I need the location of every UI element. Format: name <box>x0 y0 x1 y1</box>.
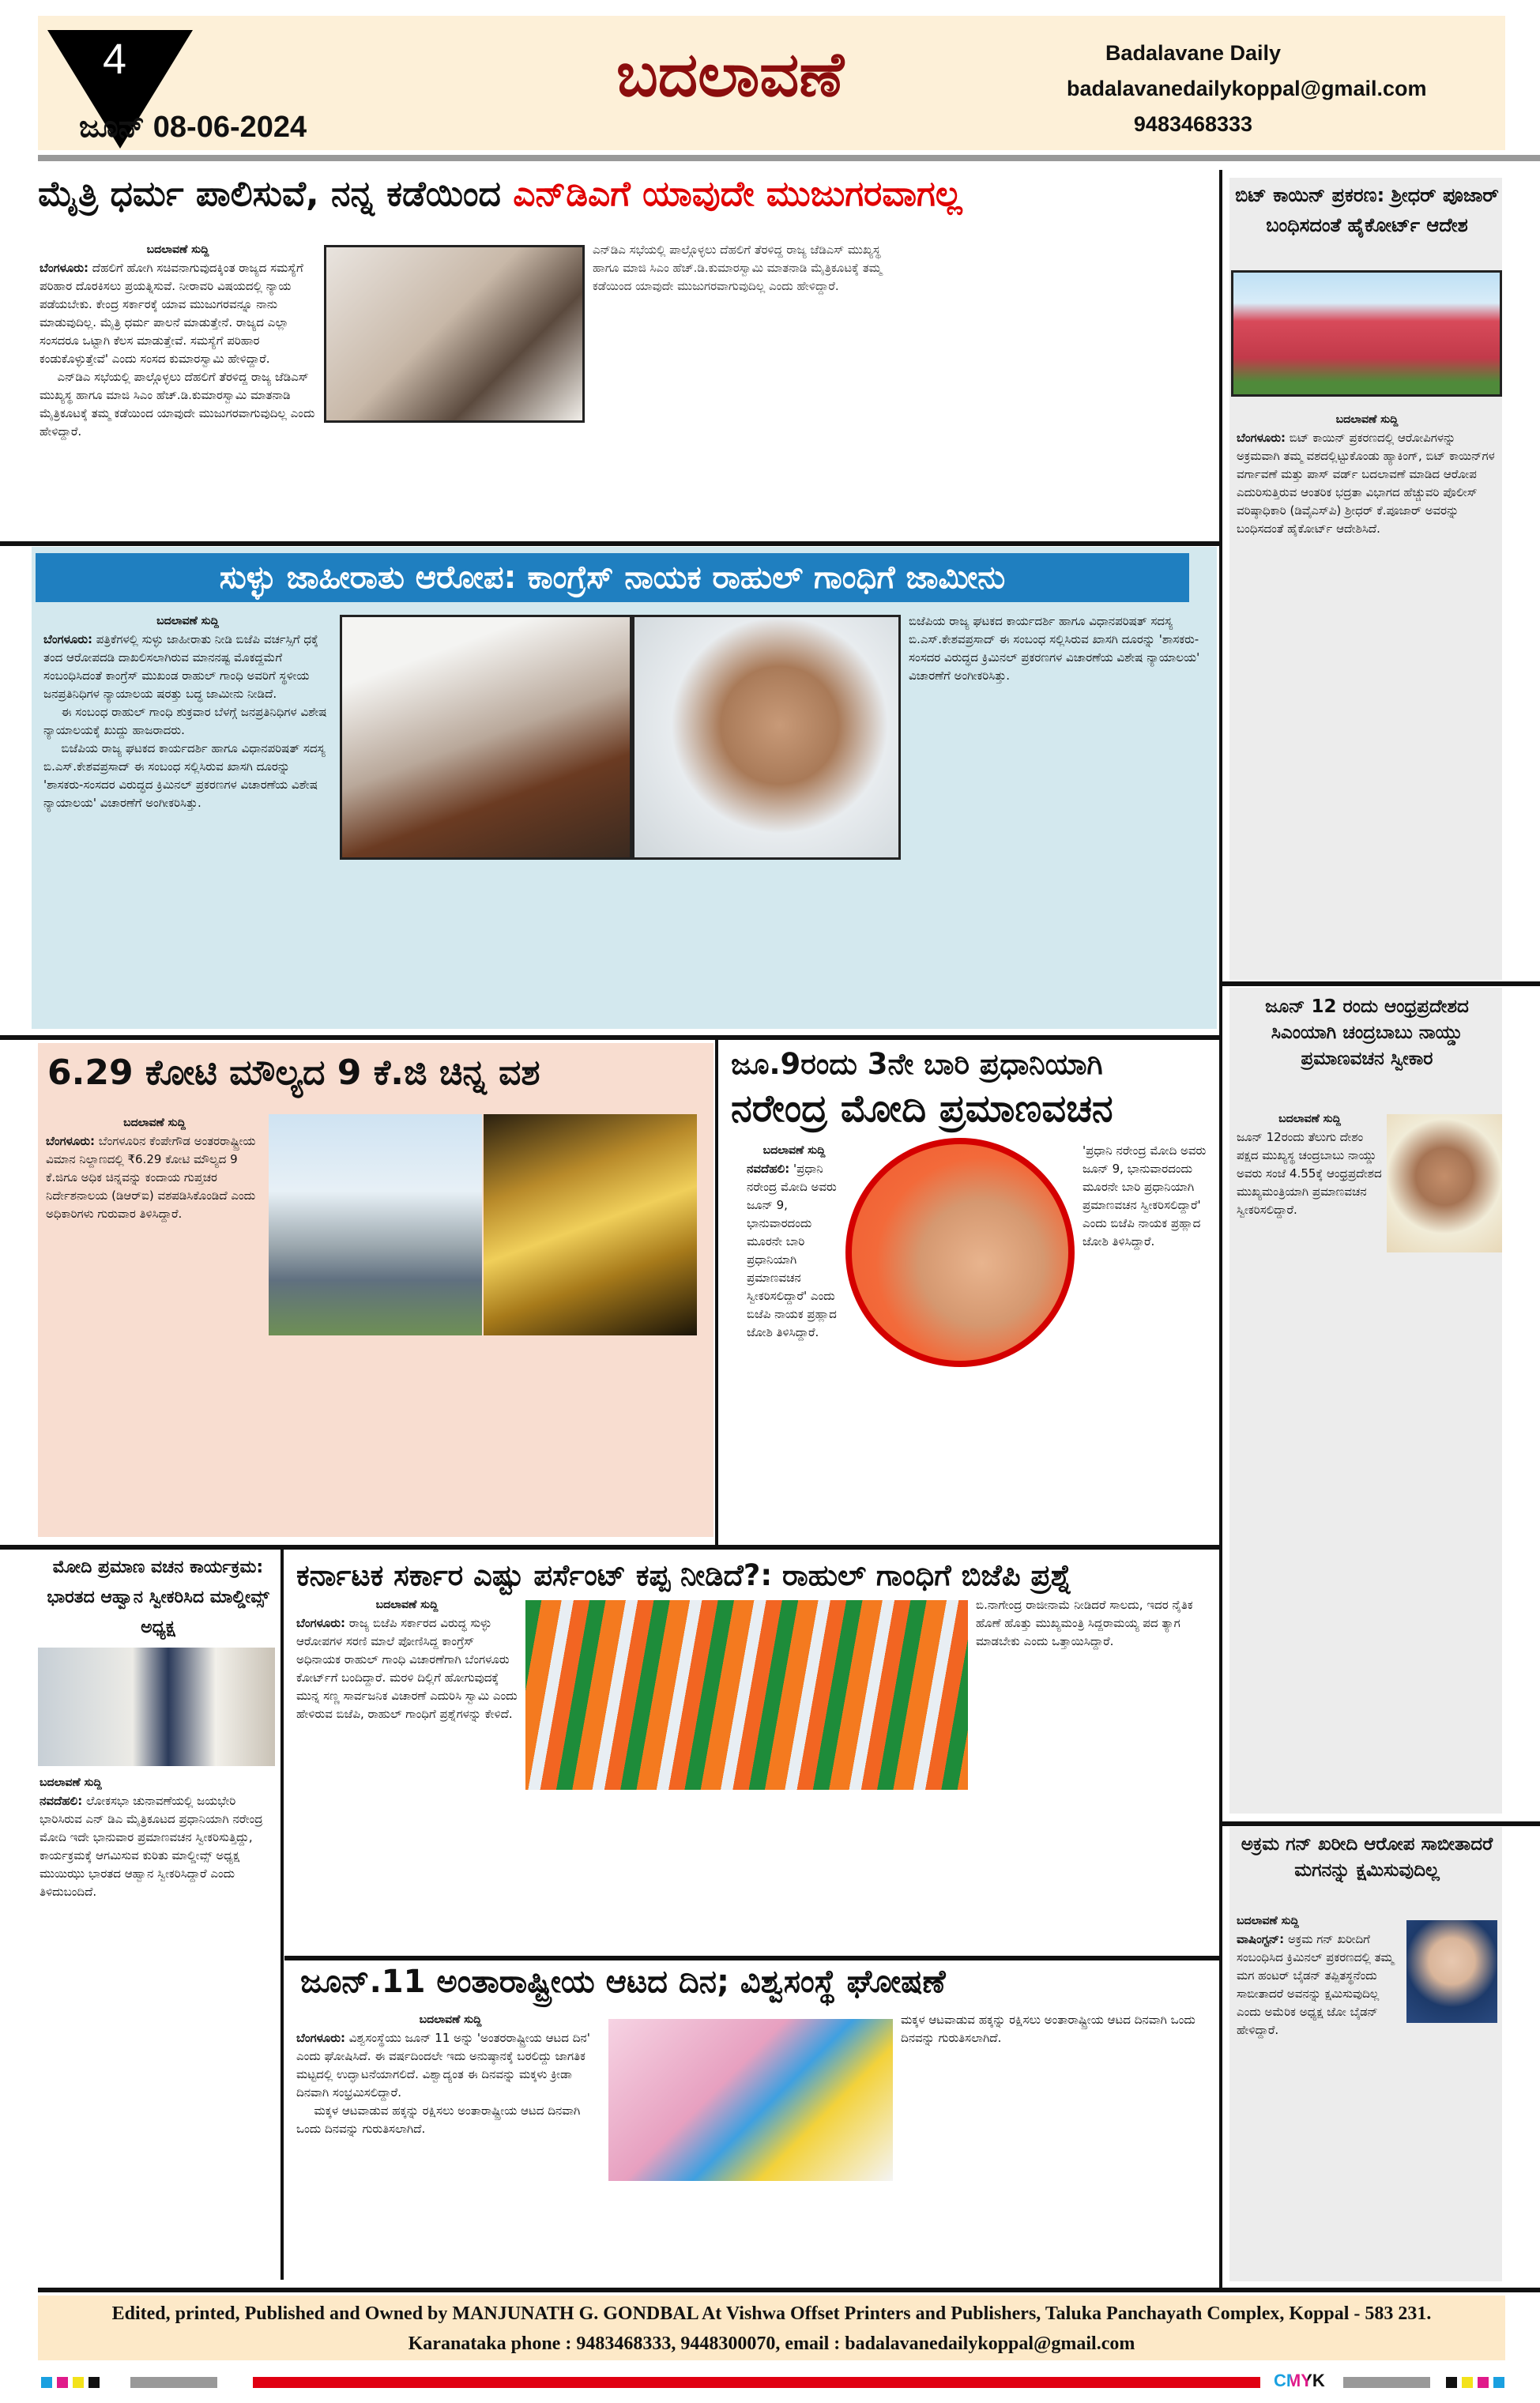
side-story-biden <box>1229 1827 1502 2281</box>
divider <box>1221 1821 1540 1826</box>
divider <box>284 1956 1221 1960</box>
chandrababu-naidu-photo <box>1387 1114 1502 1252</box>
byline: ಬದಲಾವಣೆ ಸುದ್ದಿ <box>156 615 219 627</box>
byline: ಬದಲಾವಣೆ ಸುದ್ದಿ <box>1237 1915 1299 1927</box>
story4-headline-line2: ನರೇಂದ್ರ ಮೋದಿ ಪ್ರಮಾಣವಚನ <box>731 1087 1113 1131</box>
story5-body: ಬದಲಾವಣೆ ಸುದ್ದಿ ನವದೆಹಲಿ: ಲೋಕಸಭಾ ಚುನಾವಣೆಯಲ್ಲಿ ಜಯಭೇರಿ ಭಾರಿಸಿರುವ ಎನ್ ಡಿಎ ಮೈತ್ರಿಕೂಟದ ಪ್ರಧಾನಿಯಾಗಿ ನರೇಂದ್ರ ಮೋದಿ ಇದೇ ಭಾನುವಾರ ಪ್ರಮಾಣವಚನ ಸ್ವೀಕರಿಸುತ್ತಿದ್ದು, ಕಾರ್ಯಕ್ರಮಕ್ಕೆ ಆಗಮಿಸುವ ಕುರಿತು ಮಾಲ್ಡೀವ್ಸ್ ಅಧ್ಯಕ್ಷ ಮುಯಿಝು ಭಾರತದ ಆಹ್ವಾನ ಸ್ವೀಕರಿಸಿದ್ದಾರೆ ಎಂದು ತಿಳಿದುಬಂದಿದೆ. <box>40 1774 273 1901</box>
side3-body: ಬದಲಾವಣೆ ಸುದ್ದಿ ವಾಷಿಂಗ್ಟನ್: ಅಕ್ರಮ ಗನ್ ಖರೀದಿಗೆ ಸಂಬಂಧಿಸಿದ ಕ್ರಿಮಿನಲ್ ಪ್ರಕರಣದಲ್ಲಿ ತಮ್ಮ ಮಗ ಹಂಟರ್ ಬೈಡನ್ ತಪ್ಪಿತಸ್ಥನೆಂದು ಸಾಬೀತಾದರೆ ಅವನನ್ನು ಕ್ಷಮಿಸುವುದಿಲ್ಲ ಎಂದು ಅಮೆರಿಕ ಅಧ್ಯಕ್ಷ ಜೋ ಬೈಡನ್ ಹೇಳಿದ್ದಾರೆ. <box>1237 1912 1403 2040</box>
story4-col3: 'ಪ್ರಧಾನಿ ನರೇಂದ್ರ ಮೋದಿ ಅವರು ಜೂನ್ 9, ಭಾನುವಾರದಂದು ಮೂರನೇ ಬಾರಿ ಪ್ರಧಾನಿಯಾಗಿ ಪ್ರಮಾಣವಚನ ಸ್ವೀಕರಿಸಲಿದ್ದಾರೆ' ಎಂದು ಬಿಜೆಪಿ ನಾಯಕ ಪ್ರಹ್ಲಾದ ಜೋಶಿ ತಿಳಿಸಿದ್ದಾರೆ. <box>1083 1143 1207 1249</box>
byline: ಬದಲಾವಣೆ ಸುದ್ದಿ <box>762 1144 826 1157</box>
story1-col3: ಎನ್‌ಡಿಎ ಸಭೆಯಲ್ಲಿ ಪಾಲ್ಗೊಳ್ಳಲು ದೆಹಲಿಗೆ ತೆರಳಿದ್ದ ರಾಜ್ಯ ಜೆಡಿಎಸ್ ಮುಖ್ಯಸ್ಥ ಹಾಗೂ ಮಾಜಿ ಸಿಎಂ ಹೆಚ್.ಡಿ.ಕುಮಾರಸ್ವಾಮಿ ಮಾತನಾಡಿ ಮೈತ್ರಿಕೂಟಕ್ಕೆ ತಮ್ಮ ಕಡೆಯಿಂದ ಯಾವುದೇ ಮುಜುಗರವಾಗುವುದಿಲ್ಲ ಎಂದು ಹೇಳಿದ್ದಾರೆ. <box>593 243 882 293</box>
maldives-president-modi-photo <box>38 1648 275 1766</box>
issue-date: ಜೂನ್ 08-06-2024 <box>79 111 307 144</box>
story2-headline: ಸುಳ್ಳು ಜಾಹೀರಾತು ಆರೋಪ: ಕಾಂಗ್ರೆಸ್ ನಾಯಕ ರಾಹುಲ್ ಗಾಂಧಿಗೆ ಜಾಮೀನು <box>36 553 1189 602</box>
story3-headline: 6.29 ಕೋಟಿ ಮೌಲ್ಯದ 9 ಕೆ.ಜಿ ಚಿನ್ನ ವಶ <box>47 1053 540 1093</box>
biden-photo <box>1406 1920 1497 2023</box>
divider <box>0 541 1221 546</box>
story6-col3: ಬಿ.ನಾಗೇಂದ್ರ ರಾಜೀನಾಮೆ ನೀಡಿದರೆ ಸಾಲದು, ಇದರ ನೈತಿಕ ಹೊಣೆ ಹೊತ್ತು ಮುಖ್ಯಮಂತ್ರಿ ಸಿದ್ದರಾಮಯ್ಯ ಪದ ತ್ಯಾಗ ಮಾಡಬೇಕು ಎಂದು ಒತ್ತಾಯಿಸಿದ್ದಾರೆ. <box>976 1598 1193 1648</box>
kumaraswamy-photo <box>324 245 585 423</box>
gray-bar <box>130 2377 217 2388</box>
email: badalavanedailykoppal@gmail.com <box>1067 77 1427 100</box>
registration-marks-right <box>1446 2377 1504 2388</box>
imprint-line: Edited, printed, Published and Owned by MANJUNATH G. GONDBAL At Vishwa Offset Printers and Publishers, Taluka Panchayath Complex, Koppal - 583 231. <box>111 2303 1432 2324</box>
cmyk-mark: CMYK <box>1274 2371 1325 2390</box>
divider <box>38 155 1540 161</box>
airport-photo <box>269 1114 482 1335</box>
byline: ಬದಲಾವಣೆ ಸುದ್ದಿ <box>40 1776 102 1789</box>
page-number: 4 <box>103 36 127 83</box>
byline: ಬದಲಾವಣೆ ಸುದ್ದಿ <box>375 1599 439 1611</box>
side2-headline: ಜೂನ್ 12 ರಂದು ಆಂಧ್ರಪ್ರದೇಶದ ಸಿಎಂಯಾಗಿ ಚಂದ್ರಬಾಬು ನಾಯ್ಡು ಪ್ರಮಾಣವಚನ ಸ್ವೀಕಾರ <box>1265 996 1469 1069</box>
story7-col3: ಮಕ್ಕಳ ಆಟವಾಡುವ ಹಕ್ಕನ್ನು ರಕ್ಷಿಸಲು ಅಂತಾರಾಷ್ಟ್ರೀಯ ಆಟದ ದಿನವಾಗಿ ಒಂದು ದಿನವನ್ನು ಗುರುತಿಸಲಾಗಿದೆ. <box>901 2013 1195 2045</box>
story7-col1: ಬದಲಾವಣೆ ಸುದ್ದಿ ಬೆಂಗಳೂರು: ವಿಶ್ವಸಂಸ್ಥೆಯು ಜೂನ್ 11 ಅನ್ನು 'ಅಂತರರಾಷ್ಟ್ರೀಯ ಆಟದ ದಿನ' ಎಂದು ಘೋಷಿಸಿದೆ. ಈ ವರ್ಷದಿಂದಲೇ ಇದು ಅನುಷ್ಠಾನಕ್ಕೆ ಬರಲಿದ್ದು ಜಾಗತಿಕ ಮಟ್ಟದಲ್ಲಿ ಉದ್ಘಾಟನೆಯಾಗಲಿದೆ. ವಿಶ್ವಾದ್ಯಂತ ಈ ದಿನವನ್ನು ಮಕ್ಕಳು ಕ್ರೀಡಾ ದಿನವಾಗಿ ಸಂಭ್ರಮಿಸಲಿದ್ದಾರೆ. ಮಕ್ಕಳ ಆಟವಾಡುವ ಹಕ್ಕನ್ನು ರಕ್ಷಿಸಲು ಅಂತಾರಾಷ್ಟ್ರೀಯ ಆಟದ ದಿನವಾಗಿ ಒಂದು ದಿನವನ್ನು ಗುರುತಿಸಲಾಗಿದೆ. <box>296 2011 604 2138</box>
bjp-flags-photo <box>525 1600 968 1790</box>
byline: ಬದಲಾವಣೆ ಸುದ್ದಿ <box>419 2013 482 2026</box>
contact-line: Karanataka phone : 9483468333, 9448300070, email : badalavanedailykoppal@gmail.com <box>408 2333 1135 2354</box>
story6-headline: ಕರ್ನಾಟಕ ಸರ್ಕಾರ ಎಷ್ಟು ಪರ್ಸೆಂಟ್ ಕಪ್ಪ ನೀಡಿದೆ?: ರಾಹುಲ್ ಗಾಂಧಿಗೆ ಬಿಜೆಪಿ ಪ್ರಶ್ನೆ <box>296 1558 1072 1592</box>
newspaper-logo: ಬದಲಾವಣೆ <box>616 40 845 111</box>
story1-headline: ಮೈತ್ರಿ ಧರ್ಮ ಪಾಲಿಸುವೆ, ನನ್ನ ಕಡೆಯಿಂದ ಎನ್‌ಡಿಎಗೆ ಯಾವುದೇ ಮುಜುಗರವಾಗಲ್ಲ <box>38 174 962 214</box>
gray-bar <box>1343 2377 1430 2388</box>
story4-headline-line1: ಜೂ.9ರಂದು 3ನೇ ಬಾರಿ ಪ್ರಧಾನಿಯಾಗಿ <box>731 1047 1103 1081</box>
masthead-contact <box>1067 36 1427 142</box>
story1-col1: ಬದಲಾವಣೆ ಸುದ್ದಿ ಬೆಂಗಳೂರು: ದೆಹಲಿಗೆ ಹೋಗಿ ಸಚಿವನಾಗುವುದಕ್ಕಿಂತ ರಾಜ್ಯದ ಸಮಸ್ಯೆಗೆ ಪರಿಹಾರ ದೊರಕಿಸಲು ಪ್ರಯತ್ನಿಸುವೆ. ನೀರಾವರಿ ವಿಷಯದಲ್ಲಿ ನ್ಯಾಯ ಪಡೆಯಬೇಕು. ಕೇಂದ್ರ ಸರ್ಕಾರಕ್ಕೆ ಯಾವ ಮುಜುಗರವನ್ನೂ ನಾನು ಮಾಡುವುದಿಲ್ಲ. ಮೈತ್ರಿ ಧರ್ಮ ಪಾಲನೆ ಮಾಡುತ್ತೇನೆ. ರಾಜ್ಯದ ಎಲ್ಲಾ ಸಂಸದರೂ ಒಟ್ಟಾಗಿ ಕೆಲಸ ಮಾಡುತ್ತೇವೆ. ಸಮಸ್ಯೆಗೆ ಪರಿಹಾರ ಕಂಡುಕೊಳ್ಳುತ್ತೇವೆ' ಎಂದು ಸಂಸದ ಕುಮಾರಸ್ವಾಮಿ ಹೇಳಿದ್ದಾರೆ. ಎನ್‌ಡಿಎ ಸಭೆಯಲ್ಲಿ ಪಾಲ್ಗೊಳ್ಳಲು ದೆಹಲಿಗೆ ತೆರಳಿದ್ದ ರಾಜ್ಯ ಜೆಡಿಎಸ್ ಮುಖ್ಯಸ್ಥ ಹಾಗೂ ಮಾಜಿ ಸಿಎಂ ಹೆಚ್.ಡಿ.ಕುಮಾರಸ್ವಾಮಿ ಮಾತನಾಡಿ ಮೈತ್ರಿಕೂಟಕ್ಕೆ ತಮ್ಮ ಕಡೆಯಿಂದ ಯಾವುದೇ ಮುಜುಗರವಾಗುವುದಿಲ್ಲ ಎಂದು ಹೇಳಿದ್ದಾರೆ. <box>40 241 316 441</box>
column-divider <box>1219 170 1222 2288</box>
divider <box>0 1035 1221 1040</box>
story4-col1: ಬದಲಾವಣೆ ಸುದ್ದಿ ನವದೆಹಲಿ: 'ಪ್ರಧಾನಿ ನರೇಂದ್ರ ಮೋದಿ ಅವರು ಜೂನ್ 9, ಭಾನುವಾರದಂದು ಮೂರನೇ ಬಾರಿ ಪ್ರಧಾನಿಯಾಗಿ ಪ್ರಮಾಣವಚನ ಸ್ವೀಕರಿಸಲಿದ್ದಾರೆ' ಎಂದು ಬಿಜೆಪಿ ನಾಯಕ ಪ್ರಹ್ಲಾದ ಜೋಶಿ ತಿಳಿಸಿದ್ದಾರೆ. <box>747 1142 842 1342</box>
side2-body: ಬದಲಾವಣೆ ಸುದ್ದಿ ಜೂನ್ 12ರಂದು ತೆಲುಗು ದೇಶಂ ಪಕ್ಷದ ಮುಖ್ಯಸ್ಥ ಚಂದ್ರಬಾಬು ನಾಯ್ಡು ಅವರು ಸಂಜೆ 4.55ಕ್ಕೆ ಆಂಧ್ರಪ್ರದೇಶದ ಮುಖ್ಯಮಂತ್ರಿಯಾಗಿ ಪ್ರಮಾಣವಚನ ಸ್ವೀಕರಿಸಲಿದ್ದಾರೆ. <box>1237 1110 1383 1219</box>
story7-headline: ಜೂನ್.11 ಅಂತಾರಾಷ್ಟ್ರೀಯ ಆಟದ ದಿನ; ವಿಶ್ವಸಂಸ್ಥೆ ಘೋಷಣೆ <box>300 1964 946 2000</box>
court-gavel-photo <box>340 615 632 860</box>
registration-marks-left <box>41 2377 100 2388</box>
red-bar <box>253 2377 1260 2388</box>
story2-col4: ಬಿಜೆಪಿಯ ರಾಜ್ಯ ಘಟಕದ ಕಾರ್ಯದರ್ಶಿ ಹಾಗೂ ವಿಧಾನಪರಿಷತ್ ಸದಸ್ಯ ಬಿ.ಎಸ್.ಕೇಶವಪ್ರಸಾದ್ ಈ ಸಂಬಂಧ ಸಲ್ಲಿಸಿರುವ ಖಾಸಗಿ ದೂರನ್ನು 'ಶಾಸಕರು-ಸಂಸದರ ವಿರುದ್ಧದ ಕ್ರಿಮಿನಲ್ ಪ್ರಕರಣಗಳ ವಿಚಾರಣೆಯ ವಿಶೇಷ ನ್ಯಾಯಾಲಯ' ವಿಚಾರಣೆಗೆ ಅಂಗೀಕರಿಸಿತ್ತು. <box>909 614 1200 683</box>
byline: ಬದಲಾವಣೆ ಸುದ್ದಿ <box>146 243 209 256</box>
story2-col1: ಬದಲಾವಣೆ ಸುದ್ದಿ ಬೆಂಗಳೂರು: ಪತ್ರಿಕೆಗಳಲ್ಲಿ ಸುಳ್ಳು ಜಾಹೀರಾತು ನೀಡಿ ಬಿಜೆಪಿ ವರ್ಚಸ್ಸಿಗೆ ಧಕ್ಕೆ ತಂದ ಆರೋಪದಡಿ ದಾಖಲಿಸಲಾಗಿರುವ ಮಾನನಷ್ಟ ಮೊಕದ್ದಮೆಗೆ ಸಂಬಂಧಿಸಿದಂತೆ ಕಾಂಗ್ರೆಸ್ ಮುಖಂಡ ರಾಹುಲ್ ಗಾಂಧಿ ಅವರಿಗೆ ಸ್ಥಳೀಯ ಜನಪ್ರತಿನಿಧಿಗಳ ನ್ಯಾಯಾಲಯ ಷರತ್ತು ಬದ್ಧ ಜಾಮೀನು ನೀಡಿದೆ. ಈ ಸಂಬಂಧ ರಾಹುಲ್ ಗಾಂಧಿ ಶುಕ್ರವಾರ ಬೆಳಗ್ಗೆ ಜನಪ್ರತಿನಿಧಿಗಳ ವಿಶೇಷ ನ್ಯಾಯಾಲಯಕ್ಕೆ ಖುದ್ದು ಹಾಜರಾದರು. ಬಿಜೆಪಿಯ ರಾಜ್ಯ ಘಟಕದ ಕಾರ್ಯದರ್ಶಿ ಹಾಗೂ ವಿಧಾನಪರಿಷತ್ ಸದಸ್ಯ ಬಿ.ಎಸ್.ಕೇಶವಪ್ರಸಾದ್ ಈ ಸಂಬಂಧ ಸಲ್ಲಿಸಿರುವ ಖಾಸಗಿ ದೂರನ್ನು 'ಶಾಸಕರು-ಸಂಸದರ ವಿರುದ್ಧದ ಕ್ರಿಮಿನಲ್ ಪ್ರಕರಣಗಳ ವಿಚಾರಣೆಯ ವಿಶೇಷ ನ್ಯಾಯಾಲಯ' ವಿಚಾರಣೆಗೆ ಅಂಗೀಕರಿಸಿತ್ತು. <box>43 612 332 812</box>
high-court-photo <box>1231 270 1502 397</box>
divider <box>38 2288 1540 2292</box>
children-playing-photo <box>608 2019 893 2181</box>
divider <box>1221 981 1540 986</box>
phone: 9483468333 <box>1133 112 1253 136</box>
modi-photo <box>845 1138 1075 1367</box>
byline: ಬದಲಾವಣೆ ಸುದ್ದಿ <box>1335 413 1399 426</box>
story5-headline: ಮೋದಿ ಪ್ರಮಾಣ ವಚನ ಕಾರ್ಯಕ್ರಮ: ಭಾರತದ ಆಹ್ವಾನ ಸ್ವೀಕರಿಸಿದ ಮಾಲ್ಡೀವ್ಸ್ ಅಧ್ಯಕ್ಷ <box>47 1557 269 1637</box>
story6-col1: ಬದಲಾವಣೆ ಸುದ್ದಿ ಬೆಂಗಳೂರು: ರಾಜ್ಯ ಬಿಜೆಪಿ ಸರ್ಕಾರದ ವಿರುದ್ಧ ಸುಳ್ಳು ಆರೋಪಗಳ ಸರಣಿ ಮಾಲೆ ಪೋಣಿಸಿದ್ದ ಕಾಂಗ್ರೆಸ್ ಅಧಿನಾಯಕ ರಾಹುಲ್ ಗಾಂಧಿ ವಿಚಾರಣೆಗಾಗಿ ಬೆಂಗಳೂರು ಕೋರ್ಟ್‌ಗೆ ಬಂದಿದ್ದಾರೆ. ಮರಳಿ ದಿಲ್ಲಿಗೆ ಹೋಗುವುದಕ್ಕೆ ಮುನ್ನ ಸಣ್ಣ ಸಾರ್ವಜನಿಕ ವಿಚಾರಣೆ ಎದುರಿಸಿ ಸ್ವಾಮಿ ಎಂದು ಹೇಳಿರುವ ಬಿಜೆಪಿ, ರಾಹುಲ್ ಗಾಂಧಿಗೆ ಪ್ರಶ್ನೆಗಳನ್ನು ಕೇಳಿದೆ. <box>296 1596 518 1723</box>
side3-headline: ಅಕ್ರಮ ಗನ್ ಖರೀದಿ ಆರೋಪ ಸಾಬೀತಾದರೆ ಮಗನನ್ನು ಕ್ಷಮಿಸುವುದಿಲ್ಲ <box>1241 1834 1493 1881</box>
imprint-footer <box>38 2296 1505 2360</box>
byline: ಬದಲಾವಣೆ ಸುದ್ದಿ <box>1278 1113 1341 1125</box>
story3-col1: ಬದಲಾವಣೆ ಸುದ್ದಿ ಬೆಂಗಳೂರು: ಬೆಂಗಳೂರಿನ ಕೆಂಪೇಗೌಡ ಅಂತರರಾಷ್ಟ್ರೀಯ ವಿಮಾನ ನಿಲ್ದಾಣದಲ್ಲಿ ₹6.29 ಕೋಟಿ ಮೌಲ್ಯದ 9 ಕೆ.ಜಿಗೂ ಅಧಿಕ ಚಿನ್ನವನ್ನು ಕಂದಾಯ ಗುಪ್ತಚರ ನಿರ್ದೇಶನಾಲಯ (ಡಿಆರ್‌ಐ) ವಶಪಡಿಸಿಕೊಂಡಿದೆ ಎಂದು ಅಧಿಕಾರಿಗಳು ಗುರುವಾರ ತಿಳಿಸಿದ್ದಾರೆ. <box>46 1114 263 1223</box>
column-divider <box>715 1039 718 1545</box>
rahul-gandhi-photo <box>632 615 901 860</box>
gold-bars-photo <box>484 1114 697 1335</box>
paper-name: Badalavane Daily <box>1105 41 1282 65</box>
side1-body: ಬದಲಾವಣೆ ಸುದ್ದಿ ಬೆಂಗಳೂರು: ಬಿಟ್ ಕಾಯಿನ್ ಪ್ರಕರಣದಲ್ಲಿ ಆರೋಪಿಗಳನ್ನು ಅಕ್ರಮವಾಗಿ ತಮ್ಮ ವಶದಲ್ಲಿಟ್ಟುಕೊಂಡು ಹ್ಯಾಕಿಂಗ್, ಬಿಟ್ ಕಾಯಿನ್‌ಗಳ ವರ್ಗಾವಣೆ ಮತ್ತು ಪಾಸ್ ವರ್ಡ್ ಬದಲಾವಣೆ ಮಾಡಿದ ಆರೋಪ ಎದುರಿಸುತ್ತಿರುವ ಆಂತರಿಕ ಭದ್ರತಾ ವಿಭಾಗದ ಹೆಚ್ಚುವರಿ ಪೊಲೀಸ್ ವರಿಷ್ಠಾಧಿಕಾರಿ (ಡಿವೈಎಸ್‌ಪಿ) ಶ್ರೀಧರ್ ಕೆ.ಪೂಜಾರ್ ಅವರನ್ನು ಬಂಧಿಸದಂತೆ ಹೈಕೋರ್ಟ್ ಆದೇಶಿಸಿದೆ. <box>1237 411 1497 538</box>
divider <box>0 1545 1221 1550</box>
side1-headline: ಬಿಟ್ ಕಾಯಿನ್ ಪ್ರಕರಣ: ಶ್ರೀಧರ್ ಪೂಜಾರ್ ಬಂಧಿಸದಂತೆ ಹೈಕೋರ್ಟ್ ಆದೇಶ <box>1235 184 1499 236</box>
byline: ಬದಲಾವಣೆ ಸುದ್ದಿ <box>123 1117 186 1129</box>
column-divider <box>281 1549 284 2280</box>
